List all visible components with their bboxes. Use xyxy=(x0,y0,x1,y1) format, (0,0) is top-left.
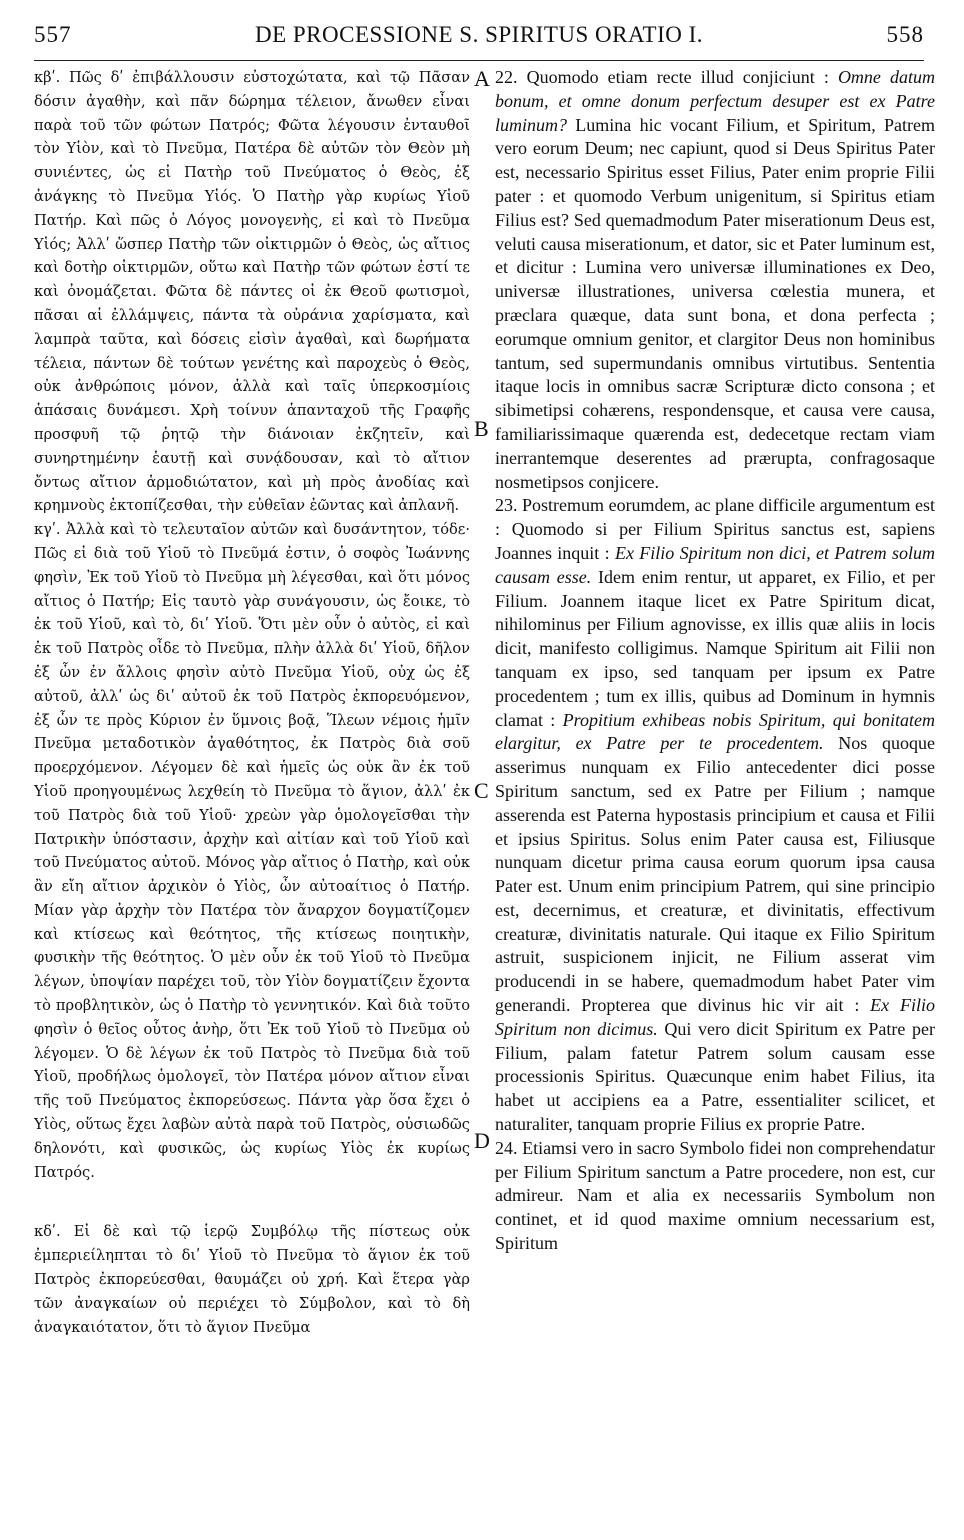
latin-paragraph-22 xyxy=(495,66,935,494)
latin-23-text-c: Nos quoque asserimus nunquam ex Filio antecedenter dici posse Spiritum sanctum, sed ex Patre per Filium ; namque asserenda est Paterna hypostasis principium et causa et Filii et ipsius Spiritus. Solus enim Pater causa est, Filiusque nunquam dicetur prima causa eorum quorum ipsa causa Pater est. Unum enim principium Patrem, qui sine principio est, decernimus, et creaturæ, et divinitatis, effectivum creaturæ, divinitatis naturale. Qui itaque ex Filio Spiritum astruit, suspicionem injicit, ne Filium asserat vim producendi in se habere, quemadmodum habet Pater vim generandi. Propterea que divinus hic vir ait : xyxy=(495,733,935,1016)
running-title: DE PROCESSIONE S. SPIRITUS ORATIO I. xyxy=(254,22,704,47)
latin-paragraph-24: 24. Etiamsi vero in sacro Symbolo fidei non comprehendatur per Filium Spiritum sanctum a Patre procedere, non est, cur admireur. Nam et alia ex necessariis Symbolum non continet, et id quod maxime omnium necessarium est, Spiritum xyxy=(495,1137,935,1254)
latin-22-text-a: 22. Quomodo etiam recte illud conjiciunt : xyxy=(495,67,838,87)
greek-paragraph-24: κδʹ. Εἰ δὲ καὶ τῷ ἱερῷ Συμβόλῳ τῆς πίστεως οὐκ ἐμπεριείληπται τὸ διʹ Υἱοῦ τὸ Πνεῦμα τὸ ἅγιον ἐκ τοῦ Πατρὸς ἐκπορεύεσθαι, θαυμάζει οὐ χρή. Καὶ ἕτερα γὰρ τῶν ἀναγκαίων οὐ περιέχει τὸ Σύμβολον, καὶ τὸ δὴ ἀναγκαιότατον, ὅτι τὸ ἅγιον Πνεῦμα xyxy=(34,1223,470,1336)
latin-23-quote-1: Ex Filio Spiritum non dici, et Patrem solum causam esse. xyxy=(495,542,935,587)
latin-22-text-b: Lumina hic vocant Filium, et Spiritum, Patrem vero eorum Deum; nec capiunt, quod si Deus Spiritus Pater est, necessario Spiritus esset Filius, Pater enim proprie Filii pater : et quomodo Verbum unigenitum, si Spiritus etiam Filius est? Sed quemadmodum Pater miserationum Deus est, veluti causa miserationum, et dator, sic et Pater luminum est, et dicitur : Lumina vero universæ illuminationes ex Deo, universæ illustrationes, universa cœlestia munera, et præclara quæque, data sunt bona, et dona perfecta ; eorumque omnium genitor, et clargitor Deus non hominibus tantum, sed supermundanis omnibus virtutibus. Sententia itaque locis in omnibus sacræ Scripturæ dicto consona ; et sibimetipsi cohærens, respondensque, et causa vere causa, familiarissimaque quærenda est, dedecetque rectam viam inerrantemque deserentes ad prærupta, confragosaque nosmetipsos conjicere. xyxy=(495,114,935,492)
latin-23-text-b: Idem enim rentur, ut apparet, ex Filio, et per Filium. Joannem itaque licet ex Patre Spiritum dicat, nihilominus per Filium agnovisse, ex illis quæ aliis in locis dicit, manifesto colligimus. Namque Spiritum ait Filii non tanquam ex ipso, sed tanquam per ipsum ex Patre procedentem ; tum ex illis, quibus ad Dominum in hymnis clamat : xyxy=(495,566,935,730)
greek-paragraph-23: κγʹ. Ἀλλὰ καὶ τὸ τελευταῖον αὐτῶν καὶ δυσάντητον, τόδε· Πῶς εἰ διὰ τοῦ Υἱοῦ τὸ Πνεῦμά ἐστιν, ὁ σοφὸς Ἰωάννης φησὶν, Ἐκ τοῦ Υἱοῦ τὸ Πνεῦμα μὴ λέγεσθαι, καὶ ὅτι μόνος αἴτιος ὁ Πατήρ; Εἰς ταυτὸ γὰρ συνάγουσιν, ὡς ἔοικε, τὸ ἐκ τοῦ Υἱοῦ, καὶ τὸ, διʹ Υἱοῦ. Ὅτι μὲν οὖν ὁ αὐτὸς, εἰ καὶ ἐκ τοῦ Πατρὸς οἶδε τὸ Πνεῦμα, πλὴν ἀλλὰ διʹ Υἱοῦ, δῆλον ἐξ ὧν ἐν ἄλλοις φησὶν αὐτὸ Πνεῦμα Υἱοῦ, οὐχ ὡς ἐξ αὐτοῦ, ἀλλʹ ὡς διʹ αὐτοῦ ἐκ τοῦ Πατρὸς ἐκπορευόμενον, ἐξ ὧν τε πρὸς Κύριον ἐν ὕμνοις βοᾷ, Ἵλεων νέμοις ἡμῖν Πνεῦμα μεταδοτικὸν ἀγαθότητος, ἐκ Πατρὸς διὰ σοῦ προερχόμενον. Λέγομεν δὲ καὶ ἡμεῖς ὡς οὐκ ἂν ἐκ τοῦ Υἱοῦ προηγουμένως λεχθείη τὸ Πνεῦμα τὸ ἅγιον, ἀλλʹ ἐκ τοῦ Πατρὸς διὰ τοῦ Υἱοῦ· χρεὼν γὰρ ὁμολογεῖσθαι τὴν Πατρικὴν ὑπόστασιν, ἀρχὴν καὶ αἰτίαν καὶ τοῦ Υἱοῦ καὶ τοῦ Πνεύματος αὐτοῦ. Μόνος γὰρ αἴτιος ὁ Πατὴρ, καὶ οὐκ ἂν εἴη αἴτιον ἀρχικὸν ὁ Υἱὸς, ὧν αὐτοαίτιος ὁ Πατήρ. Μίαν γὰρ ἀρχὴν τὸν Πατέρα τὸν ἄναρχον δογματίζομεν καὶ κτίσεως καὶ θεότητος, τῆς κτίσεως ποιητικὴν, φυσικὴν τῆς θεότητος. Ὁ μὲν οὖν ἐκ τοῦ Υἱοῦ τὸ Πνεῦμα λέγων, ὑποψίαν παρέχει τοῦ, τὸν Υἱὸν δογματίζειν ἔχοντα τὸ προβλητικὸν, ὡς ὁ Πατὴρ τὸ γεννητικόν. Καὶ διὰ τοῦτο φησὶν ὁ θεῖος οὗτος ἀνὴρ, ὅτι Ἐκ τοῦ Υἱοῦ τὸ Πνεῦμα οὐ λέγομεν. Ὁ δὲ λέγων ἐκ τοῦ Πατρὸς τὸ Πνεῦμα διὰ τοῦ Υἱοῦ, προδήλως ὁμολογεῖ, τὸν Πατέρα μόνον αἴτιον εἶναι τῆς τοῦ Πνεύματος ἐκπορεύσεως. Πάντα γὰρ ὅσα ἔχει ὁ Υἱὸς, οὕτως ἔχει λαβὼν αὐτὰ παρὰ τοῦ Πατρὸς, οὐσιωδῶς δηλονότι, καὶ φυσικῶς, ὡς κυρίως Υἱὸς ἐκ κυρίως Πατρός. xyxy=(34,521,470,1181)
latin-23-quote-2: Propitium exhibeas nobis Spiritum, qui bonitatem elargitur, ex Patre per te procedentem. xyxy=(495,709,935,754)
latin-23-text-d: Qui vero dicit Spiritum ex Patre per Filium, palam fatetur Patrem solum causam esse processionis Spiritus. Quæcunque enim habet Filius, ita habet ut accipiens ea a Patre, essentialiter scilicet, et naturaliter, tanquam proprie Filius ex proprie Patre. xyxy=(495,1018,935,1135)
greek-column xyxy=(34,66,470,1339)
right-page-number: 558 xyxy=(886,22,924,47)
page-header xyxy=(34,14,924,54)
greek-paragraph-22: κβʹ. Πῶς δʹ ἐπιβάλλουσιν εὐστοχώτατα, καὶ τῷ Πᾶσαν δόσιν ἀγαθὴν, καὶ πᾶν δώρημα τέλειον, ἄνωθεν εἶναι παρὰ τοῦ τῶν φώτων Πατρός; Φῶτα λέγουσιν ἐνταυθοῖ τὸν Υἱὸν, καὶ τὸ Πνεῦμα, Πατέρα δὲ αὐτῶν τὸν Θεὸν μὴ συνιέντες, ὡς εἰ Πατὴρ τοῦ Πνεύματος ὁ Θεὸς, ἐξ ἀνάγκης τὸ Πνεῦμα Υἱός. Ὁ Πατὴρ γὰρ κυρίως Υἱοῦ Πατήρ. Καὶ πῶς ὁ Λόγος μονογενὴς, εἰ καὶ τὸ Πνεῦμα Υἱός; Ἀλλʹ ὥσπερ Πατὴρ τῶν οἰκτιρμῶν ὁ Θεὸς, ὡς αἴτιος καὶ δοτὴρ οἰκτιρμῶν, οὕτω καὶ Πατὴρ τῶν φώτων ἐστί τε καὶ ὀνομάζεται. Φῶτα δὲ πάντες οἱ ἐκ Θεοῦ φωτισμοὶ, πᾶσαι αἱ ἐλλάμψεις, πάντα τὰ οὐράνια χαρίσματα, καὶ λαμπρὰ ταῦτα, καὶ δόσεις εἰσὶν ἀγαθαὶ, καὶ δωρήματα τέλεια, πάντων δὲ τούτων γενέτης καὶ παροχεὺς ὁ Θεὸς, οὐκ ἀνθρώποις μόνον, ἀλλὰ καὶ ταῖς ὑπερκοσμίοις ἁπάσαις δυνάμεσι. Χρὴ τοίνυν ἁπανταχοῦ τῆς Γραφῆς προσφυῆ τῷ ῥητῷ τὴν διάνοιαν ἐκζητεῖν, καὶ συνηρτημένην ἑαυτῇ καὶ συνᾴδουσαν, καὶ τὸ αἴτιον ὄντως αἴτιον ἁρμοδιώτατον, καὶ μὴ πρὸς ἀνοδίας καὶ κρημνοὺς ἐκτοπίζεσθαι, τὴν εὐθεῖαν ἐῶντας καὶ ἀπλανῆ. xyxy=(34,69,470,515)
margin-marker-a: A xyxy=(474,66,490,91)
margin-marker-d: D xyxy=(474,1128,490,1153)
latin-23-quote-3: Ex Filio Spiritum non dicimus. xyxy=(495,995,935,1039)
margin-marker-c: C xyxy=(474,778,489,803)
header-rule xyxy=(34,60,924,61)
latin-paragraph-23 xyxy=(495,494,935,1137)
latin-column xyxy=(495,66,935,1256)
latin-22-quote: Omne datum bonum, et omne donum perfectum desuper est ex Patre luminum? xyxy=(495,67,935,135)
latin-23-text-a: 23. Postremum eorumdem, ac plane difficile argumentum est : Quomodo si per Filium Spiritus sanctus est, sapiens Joannes inquit : xyxy=(495,495,935,563)
left-page-number: 557 xyxy=(34,22,72,47)
margin-marker-b: B xyxy=(474,416,489,441)
